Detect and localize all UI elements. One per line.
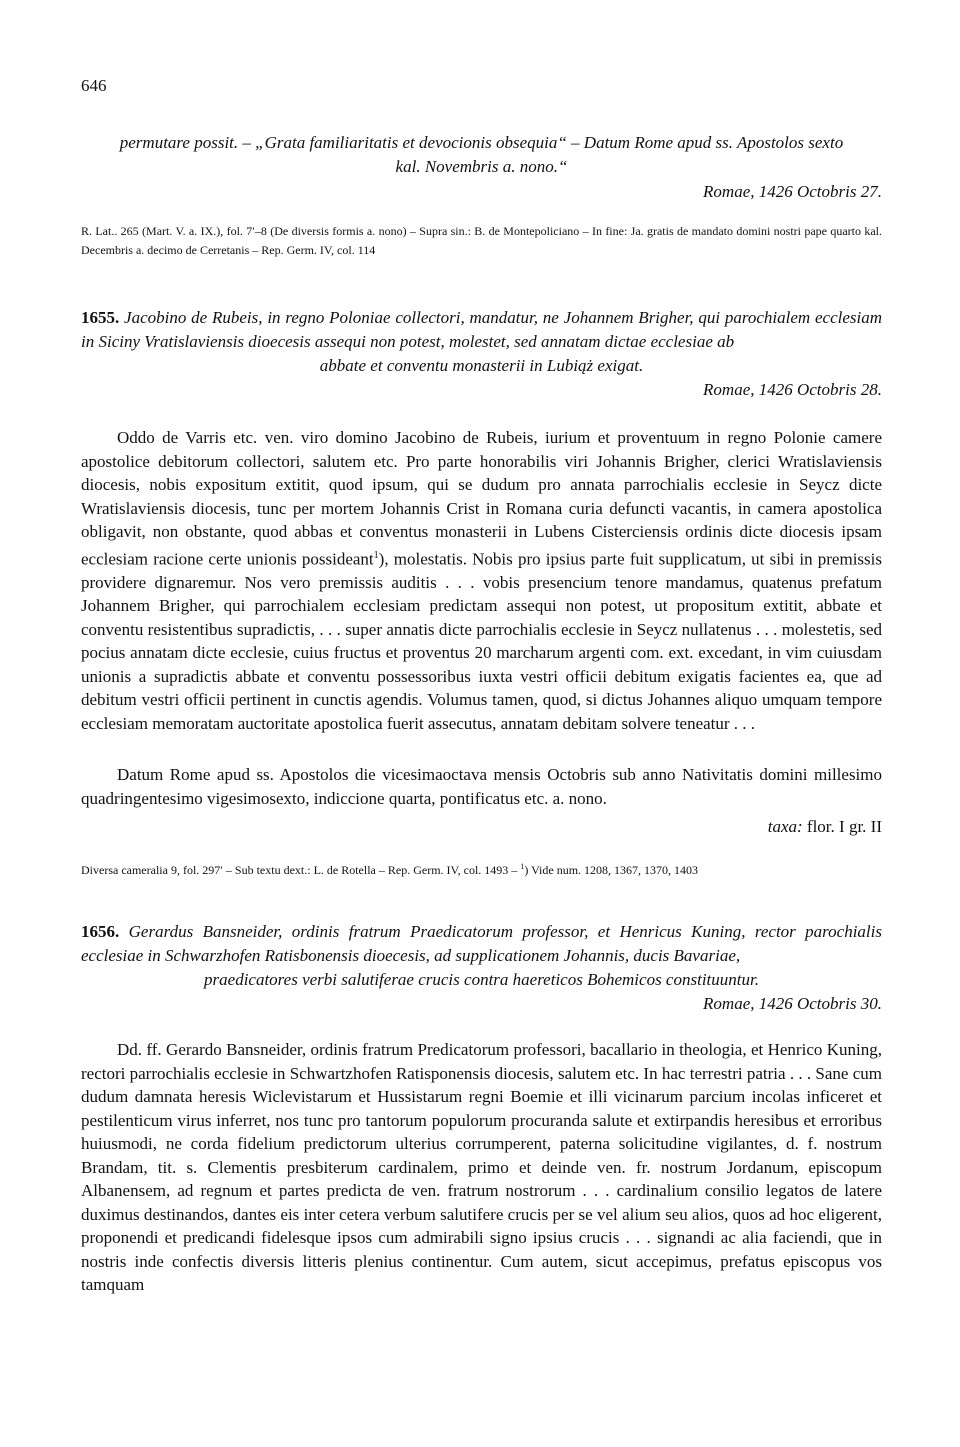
entry-1655-summary-text: Jacobino de Rubeis, in regno Poloniae collectori, mandatur, ne Johannem Brigher, qui parochialem ecclesiam in Siciny Vratislaviensis dioecesis assequi non potest, molestet, sed annatam dictae ecclesiae ab — [81, 308, 882, 351]
previous-entry-source-note: R. Lat.. 265 (Mart. V. a. IX.), fol. 7′–8 (De diversis formis a. nono) – Supra sin.: B. de Montepoliciano – In fine: Ja. gratis de mandato domini nostri pape quarto kal. Decembris a. decimo de Cerretanis – Rep. Germ. IV, col. 114 — [81, 224, 882, 257]
entry-1656-date: Romae, 1426 Octobris 30. — [703, 994, 882, 1013]
previous-entry-tail — [81, 131, 882, 179]
note-footnote-mark: 1 — [520, 862, 525, 871]
previous-entry-date: Romae, 1426 Octobris 27. — [703, 182, 882, 201]
entry-1655-summary-last: abbate et conventu monasterii in Lubiąż exigat. — [319, 356, 644, 375]
entry-1656-body-paragraph-1: Dd. ff. Gerardo Bansneider, ordinis fratrum Predicatorum professori, bacallario in theologia, et Henrico Kuning, rectori parrochialis ecclesie in Schwartzhofen Ratisponensis diocesis, salutem etc. In hac terrestri patria . . . Sane cum dudum damnata heresis Wiclevistarum et Hussistarum regni Boemie et illi vicinarum parcium incolas inficeret et pestilenticum virus inferret, nos tunc pro tantorum populorum procuranda salute et extirpandis heresibus et erroribus huiusmodi, ne corda fidelium predictorum ulterius corrumperent, paterna solicitudine vigilantes, d. f. nostrum Brandam, tit. s. Clementis presbiterum cardinalem, primo et deinde ven. fr. nostrum Jordanum, episcopum Albanensem, ad regnum et partes predicta de ven. fratrum nostrorum . . . cardinalium consilio legatos de latere duximus destinandos, dantes eis inter cetera verbum salutifere crucis per se vel alium seu alios, quos ad hoc eligerent, proponendi et predicandi fidelesque ipsos cum admirabili signo ipsius crucis . . . signandi ac alia faciendi, que in nostris inde confectis diversis litteris plenius continentur. Cum autem, sicut accepimus, prefatus episcopus vos tamquam — [81, 1040, 882, 1294]
entry-1655-taxa — [81, 815, 882, 839]
entry-1655-summary — [81, 306, 882, 354]
entry-1655-source-note — [81, 857, 882, 880]
entry-1655-body-text-b: ), molestatis. Nobis pro ipsius parte fuit supplicatum, ut sibi in premissis providere dignaremur. Nos vero premissis auditis . . . vobis presencium tenore mandamus, quatenus prefatum Johannem Brigher, qui parrochialem ecclesiam predictam assequi non potest, ut propositum extitit, abbate et conventu resistentibus supradictis, . . . super annatis dicte parrochialis ecclesie in Seycz nullatenus . . . molestetis, sed pocius annatam dicte ecclesie, cuius fructus et proventus 20 marcharum argenti com. ext. excedant, in vim cuiusdam unionis a supradictis abbate et conventu possessoribus iuxta vestri officii debitum exigatis facientes ea, que ad debitum vestri officii pertinent in cunctis agendis. Volumus tamen, quod, si dictus Johannes aliquo umquam tempore ecclesiam memoratam auctoritate apostolica fuerit assecutus, annatam debitam solvere teneatur . . . — [81, 549, 882, 733]
footnote-mark: 1 — [373, 549, 379, 561]
taxa-label: taxa: — [767, 817, 803, 836]
page-number: 646 — [81, 76, 107, 95]
entry-1655-number: 1655. — [81, 308, 120, 327]
entry-1655-date: Romae, 1426 Octobris 28. — [703, 380, 882, 399]
entry-1655-body-text-a: Oddo de Varris etc. ven. viro domino Jacobino de Rubeis, iurium et proventuum in regno Polonie camere apostolice debitorum collectori, salutem etc. Pro parte honorabilis viri Johannis Brigher, clerici Wratislaviensis diocesis, nobis expositum extitit, quod ipsum, qui se dudum pro annata parrochialis ecclesie in Seycz dicte Wratislaviensis diocesis, tunc per mortem Johannis Crist in Romana curia defuncti vacantis, in camera apostolica obligavit, non obstante, quod abbas et conventus monasterii in Lubens Cisterciensis ordinis dicte diocesis ipsam ecclesiam racione certe unionis possideant — [81, 428, 882, 569]
entry-1656-summary-text: Gerardus Bansneider, ordinis fratrum Praedicatorum professor, et Henricus Kuning, rector parochialis ecclesiae in Schwarzhofen Ratisbonensis dioecesis, ad supplicationem Johannis, ducis Bavariae, — [81, 922, 882, 965]
entry-1655-note-a: Diversa cameralia 9, fol. 297′ – Sub textu dext.: L. de Rotella – Rep. Germ. IV, col. 1493 – — [81, 863, 521, 877]
entry-1655-body-paragraph-2: Datum Rome apud ss. Apostolos die vicesimaoctava mensis Octobris sub anno Nativitatis domini millesimo quadringentesimo vigesimosexto, indiccione quarta, pontificatus etc. a. nono. — [81, 765, 882, 808]
taxa-value: flor. I gr. II — [802, 817, 882, 836]
entry-1655-body-paragraph-1 — [81, 426, 882, 735]
previous-entry-line-2: kal. Novembris a. nono.“ — [395, 157, 568, 176]
entry-1656-summary-last: praedicatores verbi salutiferae crucis contra haereticos Bohemicos constituuntur. — [204, 970, 759, 989]
entry-1655-note-b: ) Vide num. 1208, 1367, 1370, 1403 — [524, 863, 699, 877]
entry-1656-number: 1656. — [81, 922, 120, 941]
previous-entry-line-1: permutare possit. – „Grata familiaritatis et devocionis obsequia“ – Datum Rome apud ss. Apostolos sexto — [119, 133, 844, 152]
entry-1656-summary — [81, 920, 882, 968]
